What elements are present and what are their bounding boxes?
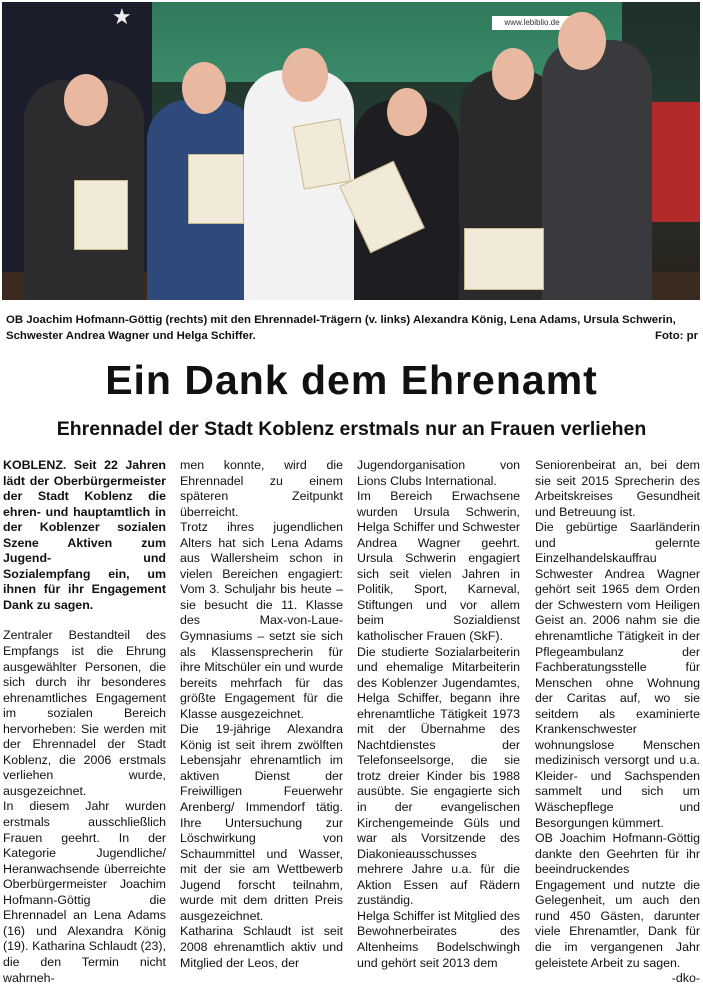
person-head [182, 62, 226, 114]
person-head [64, 74, 108, 126]
paragraph: Trotz ihres jugendlichen Alters hat sich Lena Adams aus Wallersheim schon in vielen Bereichen engagiert: Vom 3. Schuljahr bis heute – sie besucht die 11. Klasse des Max-von-Laue-Gymnasiums – setzt sie sich als Klassensprecherin für ihre Mitschüler ein und wurde bereits mehrfach für das größte Engagement für die Klasse ausgezeichnet. [180, 520, 343, 721]
paragraph: Die studierte Sozialarbeiterin und ehemalige Mitarbeiterin des Koblenzer Jugendamtes, Helga Schiffer, begann ihre ehrenamtliche Tätigkeit 1973 mit der Übernahme des Nachtdienstes der Telefonseelsorge, die sie trotz dreier Kinder bis 1988 ausübte. Sie engagierte sich in der evangelischen Kirchengemeinde Güls und war als Vorsitzende des Diakonieausschusses mehrere Jahre u.a. für die Aktion Essen auf Rädern zuständig. [357, 644, 520, 908]
person-ursula-schwerin [244, 70, 354, 300]
subheadline: Ehrennadel der Stadt Koblenz erstmals nur an Frauen verliehen [56, 418, 647, 440]
headline: Ein Dank dem Ehrenamt [105, 357, 598, 403]
paragraph: Zentraler Bestandteil des Empfangs ist die Ehrung ausgewählter Personen, die sich durch ihr besonderes ehrenamtliches Engagement im sozialen Bereich hervorheben: Sie werden mit der Ehrennadel der Stadt Koblenz, die 2006 erstmals verliehen wurde, ausgezeichnet. [3, 628, 166, 798]
photo-caption [6, 313, 698, 344]
caption-text: OB Joachim Hofmann-Göttig (rechts) mit den Ehrennadel-Trägern (v. links) Alexandra König, Lena Adams, Ursula Schwerin, Schwester Andrea Wagner und Helga Schiffer. [6, 314, 676, 342]
article-column-3 [357, 458, 520, 971]
paragraph: Seniorenbeirat an, bei dem sie seit 2015 Sprecherin des Arbeitskreises Gesundheit und Betreuung ist. [535, 458, 700, 519]
person-head [492, 48, 534, 100]
paragraph: Die gebürtige Saarländerin und gelernte Einzelhandelskauffrau Schwester Andrea Wagner gehört seit 1965 dem Orden der Schwestern vom Heiligen Geist an. 2006 nahm sie die ehrenamtliche Tätigkeit in der Pflegeambulanz der Fachberatungsstelle für Menschen ohne Wohnung der Caritas auf, wo sie seitdem als examinierte Krankenschwester wohnungslose Menschen medizinisch versorgt und u.a. Kleider- und Sachspenden sammelt und sich um Wäschepflege und Besorgungen kümmert. [535, 520, 700, 830]
paragraph: Im Bereich Erwachsene wurden Ursula Schwerin, Helga Schiffer und Schwester Andrea Wagner geehrt. Ursula Schwerin engagiert sich seit vielen Jahren in Politik, Sport, Karneval, Stiftungen und vor allem beim Sozialdienst katholischer Frauen (SkF). [357, 489, 521, 644]
article-column-4 [535, 458, 700, 987]
article-column-2 [180, 458, 343, 971]
backdrop-sign: www.lebiblio.de [492, 16, 572, 30]
photo-credit: Foto: pr [654, 329, 698, 342]
paragraph: Katharina Schlaudt ist seit 2008 ehrenamtlich aktiv und Mitglied der Leos, der [180, 924, 343, 970]
star-decoration-icon: ★ [112, 4, 132, 29]
person-head [558, 12, 606, 70]
certificate [464, 228, 544, 290]
lead-paragraph: KOBLENZ. Seit 22 Jahren lädt der Oberbürgermeister der Stadt Koblenz die ehren- und hauptamtlich in der Koblenzer sozialen Szene Aktiven zum Jugend- und Sozialempfang ein, um ihnen für ihr Engagement Dank zu sagen. [3, 458, 166, 612]
certificate [188, 154, 244, 224]
author-signature: -dko- [671, 971, 700, 986]
person-joachim-hofmann-goettig [542, 40, 652, 300]
paragraph: Jugendorganisation von Lions Clubs International. [357, 458, 520, 488]
certificate [74, 180, 128, 250]
paragraph: Die 19-jährige Alexandra König ist seit ihrem zwölften Lebensjahr ehrenamtlich im aktiven Dienst der Freiwilligen Feuerwehr Arenberg/ Immendorf tätig. Ihre Untersuchung zur Löschwirkung von Schaummittel und Wasser, mit der sie am Wettbewerb Jugend forscht teilnahm, wurde mit dem dritten Preis ausgezeichnet. [180, 722, 343, 923]
paragraph: Helga Schiffer ist Mitglied des Bewohnerbeirates des Altenheims Bodelschwingh und gehört seit 2013 dem [357, 908, 520, 970]
person-head [387, 88, 427, 136]
paragraph: men konnte, wird die Ehrennadel zu einem späteren Zeitpunkt überreicht. [180, 458, 343, 519]
person-head [282, 48, 328, 102]
paragraph: In diesem Jahr wurden erstmals ausschließlich Frauen geehrt. In der Kategorie Jugendliche/ Heranwachsende überreichte Oberbürgermeister Joachim Hofmann-Göttig die Ehrennadel an Lena Adams (16) und Alexandra König (19). Katharina Schlaudt (23), die den Termin nicht wahrneh- [3, 799, 166, 985]
article-column-1 [3, 458, 166, 986]
paragraph: OB Joachim Hofmann-Göttig dankte den Geehrten für ihr beeindruckendes Engagement und nutzte die Gelegenheit, um auch den rund 450 Gästen, darunter viele Ehrenamtler, Dank für die im vergangenen Jahr geleistete Arbeit zu sagen. [535, 831, 700, 970]
article-photo [2, 2, 700, 300]
